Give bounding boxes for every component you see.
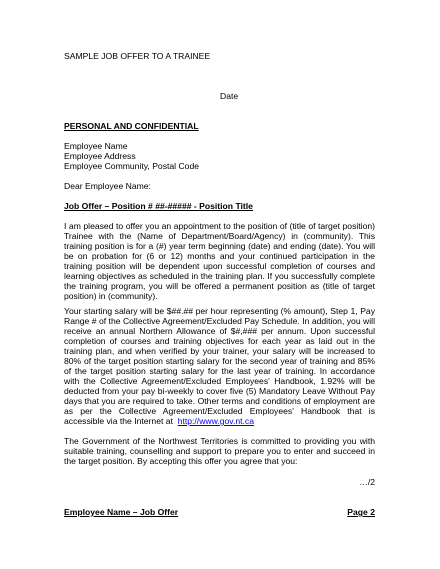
paragraph-salary xyxy=(64,306,375,426)
footer-page-number: Page 2 xyxy=(347,507,375,517)
paragraph-salary-text xyxy=(64,306,375,426)
paragraph-appointment xyxy=(64,221,375,301)
salutation: Dear Employee Name: xyxy=(64,181,151,191)
footer-title: Employee Name – Job Offer xyxy=(64,507,179,517)
page-continuation-marker: …/2 xyxy=(359,477,375,487)
subject-line: Job Offer – Position # ##-##### - Position Title xyxy=(64,201,253,211)
employee-community-line: Employee Community, Postal Code xyxy=(64,161,200,171)
paragraph-commitment xyxy=(64,436,375,466)
date-line: Date xyxy=(220,91,239,101)
document-heading: SAMPLE JOB OFFER TO A TRAINEE xyxy=(64,51,211,61)
paragraph-commitment-text: The Government of the Northwest Territories is committed to providing you with suitable training, counselling and support to prepare you to enter and succeed in the target position. By accepting this offer you agree that you: xyxy=(64,436,375,466)
employee-address-line: Employee Address xyxy=(64,151,136,161)
confidential-label: PERSONAL AND CONFIDENTIAL xyxy=(64,121,199,131)
paragraph-salary-body: Your starting salary will be $##.## per hour representing (% amount), Step 1, Pay Range # of the Collective Agreement/Excluded Pay Schedule. In addition, you will receive an annual Northern Allowance of $#,### per annum. Upon successful completion of courses and training objectives for each year as laid out in the training plan, and when verified by your trainer, your salary will be increased to 80% of the target position starting salary for the second year of training and 85% of the target position starting salary for the last year of training. In accordance with the Collective Agreement/Excluded Employees' Handbook, 1.92% will be deducted from your pay bi-weekly to cover five (5) Mandatory Leave Without Pay days that you are required to take. Other terms and conditions of employment are as per the Collective Agreement/Excluded Employees' Handbook that is accessible via the Internet at xyxy=(64,306,375,426)
gov-website-link[interactable]: http://www.gov.nt.ca xyxy=(177,416,254,426)
employee-name-line: Employee Name xyxy=(64,141,128,151)
paragraph-appointment-text: I am pleased to offer you an appointment to the position of (title of target position) Trainee with the (Name of Department/Board/Agency) in (community). This training position is for a (#) year term beginning (date) and ending (date). You will be on probation for (6 or 12) months and your continued participation in the training position will be dependent upon successful completion of courses and learning objectives as scheduled in the training plan. If you successfully complete the training program, you will be offered a permanent position as (title of target position) in (community). xyxy=(64,221,375,301)
